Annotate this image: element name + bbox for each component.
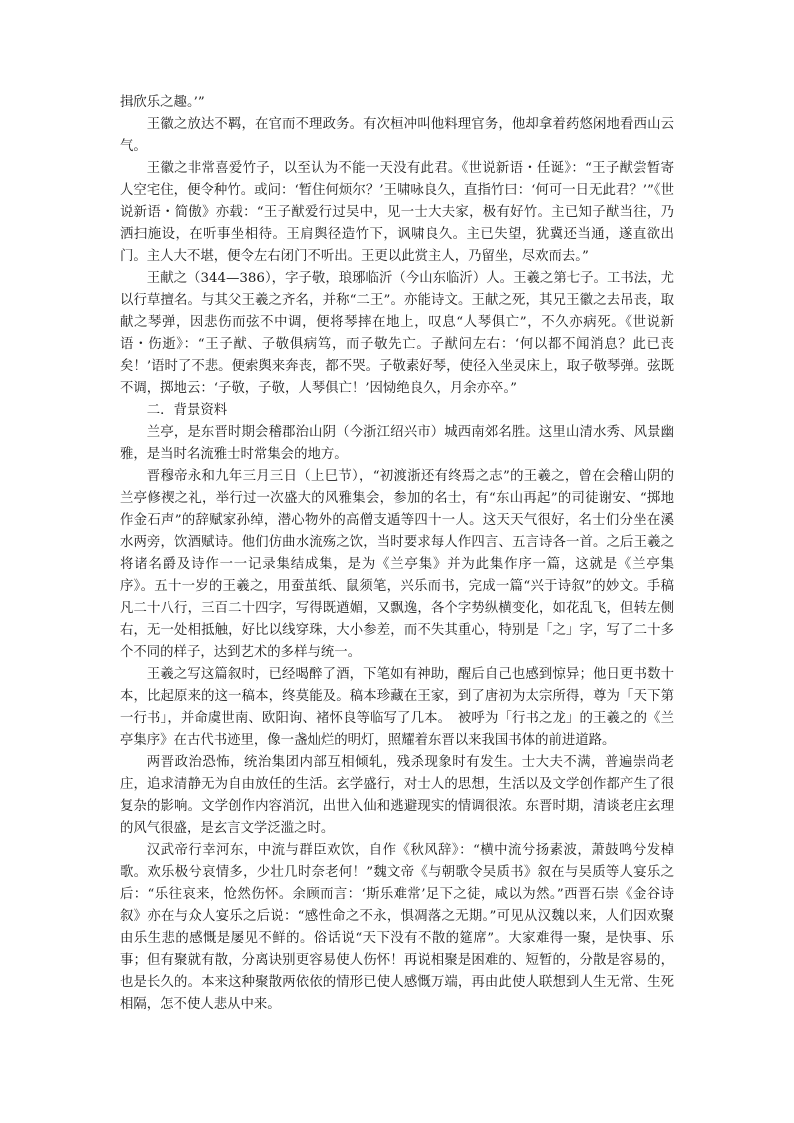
paragraph-continued: 揖欣乐之趣。’”	[120, 95, 205, 110]
document-page	[120, 92, 674, 1016]
paragraph-wang-xianzhi: 王献之（344—386），字子敬，琅琊临沂（今山东临沂）人。王羲之第七子。工书法，尤以行草擅名。与其父王羲之齐名，并称“二王”。亦能诗文。王献之死，其兄王徽之去吊丧，取献之琴弹，因悲伤而弦不中调，便将琴摔在地上，叹息“人琴俱亡”，不久亦病死。《世说新语・伤逝》：“王子猷、子敬俱病笃，而子敬先亡。子猷问左右：‘何以都不闻消息？此已丧矣！’语时了不悲。便索舆来奔丧，都不哭。子敬素好琴，使径入坐灵床上，取子敬琴弹。弦既不调，掷地云：‘子敬，子敬，人琴俱亡！’因恸绝良久，月余亦卒。”	[120, 271, 674, 396]
paragraph-lanting: 兰亭，是东晋时期会稽郡治山阴（今浙江绍兴市）城西南郊名胜。这里山清水秀、风景幽雅，是当时名流雅士时常集会的地方。	[120, 425, 674, 462]
paragraph-joy-and-sorrow: 汉武帝行幸河东，中流与群臣欢饮，自作《秋风辞》：“横中流兮扬素波，萧鼓鸣兮发棹歌。欢乐极兮哀情多，少壮几时奈老何！”魏文帝《与朝歌令吴质书》叙在与吴质等人宴乐之后：“乐往哀来，怆然伤怀。余顾而言：‘斯乐难常’足下之徒，咸以为然。”西晋石崇《金谷诗叙》亦在与众人宴乐之后说：“感性命之不永，惧凋落之无期。”可见从汉魏以来，人们因欢聚由乐生悲的感慨是屡见不鲜的。俗话说“天下没有不散的筵席”。大家难得一聚，是快事、乐事；但有聚就有散，分离诀别更容易使人伤怀！再说相聚是困难的、短暂的，分散是容易的，也是长久的。本来这种聚散两依依的情形已使人感慨万端，再由此使人联想到人生无常、生死相隔，怎不使人悲从中来。	[120, 843, 674, 1012]
paragraph-wang-huizhi-unrestrained: 王徽之放达不羁，在官而不理政务。有次桓冲叫他料理官务，他却拿着药悠闲地看西山云气。	[120, 117, 674, 154]
paragraph-gathering: 晋穆帝永和九年三月三日（上巳节），“初渡浙还有终焉之志”的王羲之，曾在会稽山阴的兰亭修禊之礼，举行过一次盛大的风雅集会，参加的名士，有“东山再起”的司徒谢安、“掷地作金石声”的辞赋家孙绰，潜心物外的高僧支遁等四十一人。这天天气很好，名士们分坐在溪水两旁，饮酒赋诗。他们仿曲水流殇之饮，当时要求每人作四言、五言诗各一首。之后王羲之将诸名爵及诗作一一记录集结成集，是为《兰亭集》并为此集作序一篇，这就是《兰亭集序》。五十一岁的王羲之，用蚕茧纸、鼠须笔，兴乐而书，完成一篇“兴于诗叙”的妙文。手稿凡二十八行，三百二十四字，写得既遒媚，又飘逸，各个字势纵横变化，如花乱飞，但转左侧右，无一处相抵触，好比以线穿珠，大小参差，而不失其重心，特别是「之」字，写了二十多个不同的样子，达到艺术的多样与统一。	[120, 469, 674, 660]
paragraph-wang-huizhi-bamboo: 王徽之非常喜爱竹子，以至认为不能一天没有此君。《世说新语・任诞》：“王子猷尝暂寄人空宅住，便令种竹。或问：‘暂住何烦尔？’王啸咏良久，直指竹曰：‘何可一日无此君？’”《世说新语・简傲》亦载：“王子猷爱行过吴中，见一士大夫家，极有好竹。主已知子猷当往，乃洒扫施设，在听事坐相待。王肩舆径造竹下，讽啸良久。主已失望，犹冀还当通，遂直欲出门。主人大不堪，便令左右闭门不听出。王更以此赏主人，乃留坐，尽欢而去。”	[120, 161, 674, 264]
section-heading-background: 二．背景资料	[146, 403, 228, 418]
paragraph-jin-politics: 两晋政治恐怖，统治集团内部互相倾轧，残杀现象时有发生。士大夫不满，普遍崇尚老庄，追求清静无为自由放任的生活。玄学盛行，对士人的思想，生活以及文学创作都产生了很复杂的影响。文学创作内容消沉，出世入仙和逃避现实的情调很浓。东晋时期，清谈老庄玄理的风气很盛，是玄言文学泛滥之时。	[120, 755, 674, 836]
paragraph-manuscript: 王羲之写这篇叙时，已经喝醉了酒，下笔如有神助，醒后自己也感到惊异；他日更书数十本，比起原来的这一稿本，终莫能及。稿本珍藏在王家，到了唐初为太宗所得，尊为「天下第一行书」，并命虞世南、欧阳询、褚怀良等临写了几本。 被呼为「行书之龙」的王羲之的《兰亭集序》在古代书迹里，像一盏灿烂的明灯，照耀着东晋以来我国书体的前进道路。	[120, 667, 674, 748]
